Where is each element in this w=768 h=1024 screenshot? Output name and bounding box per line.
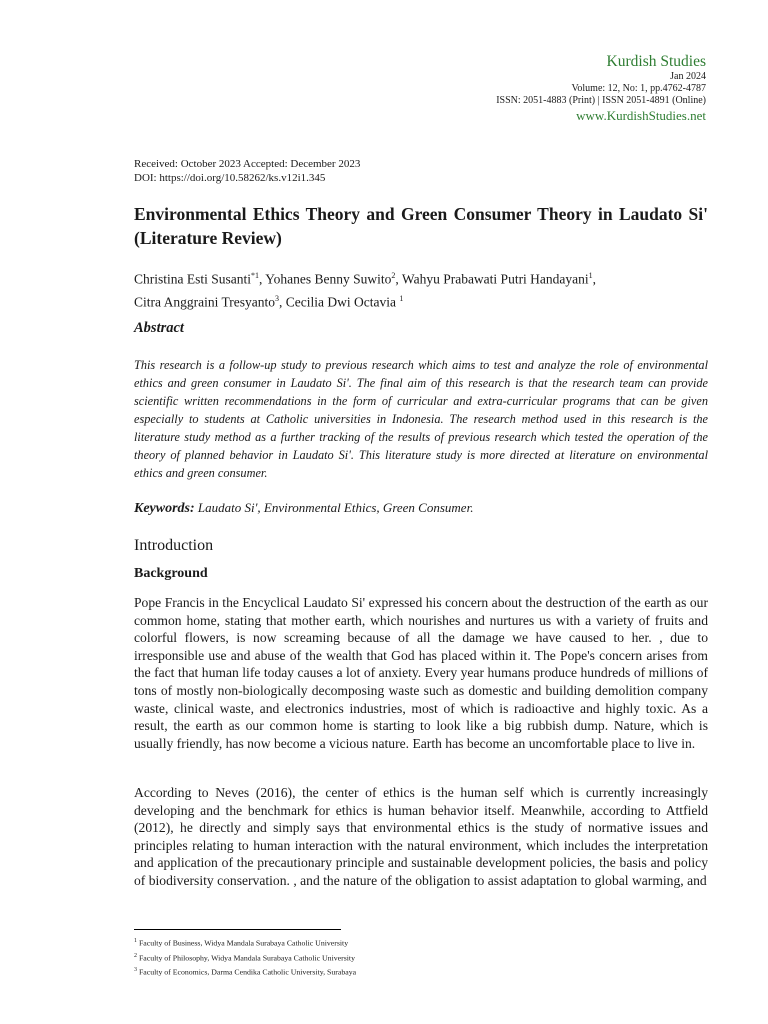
footnote-item xyxy=(134,964,356,979)
journal-date: Jan 2024 xyxy=(670,71,706,82)
journal-volume: Volume: 12, No: 1, pp.4762-4787 xyxy=(571,83,706,94)
footnote-text: Faculty of Economics, Darma Cendika Catholic University, Surabaya xyxy=(137,967,357,977)
paper-title: Environmental Ethics Theory and Green Consumer Theory in Laudato Si' (Literature Review) xyxy=(134,204,708,248)
author-name: Citra Anggraini Tresyanto xyxy=(134,294,275,309)
journal-header xyxy=(496,52,706,124)
body-paragraph: Pope Francis in the Encyclical Laudato Si' expressed his concern about the destruction of the earth as our common home, stating that mother earth, which nourishes and nurtures us with a variety of fruits and colorful flowers, is now screaming because of all the damage we have caused to her. , due to irresponsible use and abuse of the wealth that God has placed within it. The Pope's concern arises from the fact that human life today causes a lot of anxiety. Every year humans produce hundreds of millions of tons of mostly non-biologically decomposing waste such as domestic and building demolition company waste, clinical waste, and electronics industries, most of which is radioactive and highly toxic. As a result, the earth as our common home is starting to look like a big rubbish dump. Nature, which is usually friendly, has now become a vicious nature. Earth has become an uncomfortable place to live in. xyxy=(134,595,708,751)
received-dates: Received: October 2023 Accepted: December 2023 xyxy=(134,158,361,170)
subsection-heading-background: Background xyxy=(134,566,208,581)
doi-line[interactable]: DOI: https://doi.org/10.58262/ks.v12i1.345 xyxy=(134,172,326,184)
journal-issn: ISSN: 2051-4883 (Print) | ISSN 2051-4891 (Online) xyxy=(496,95,706,106)
footnote-item xyxy=(134,935,356,950)
author-list xyxy=(134,266,708,311)
journal-url-link[interactable]: www.KurdishStudies.net xyxy=(576,108,706,123)
footnote-marker: 3 xyxy=(134,967,137,974)
author-affiliation-marker: 3 xyxy=(275,293,279,303)
section-heading-introduction: Introduction xyxy=(134,537,214,554)
footnote-item xyxy=(134,950,356,965)
author-name: Cecilia Dwi Octavia xyxy=(285,294,400,309)
author-name: Yohanes Benny Suwito xyxy=(265,271,392,287)
author-affiliation-marker: *1 xyxy=(251,271,260,280)
article-meta xyxy=(134,157,360,185)
footnote-text: Faculty of Philosophy, Widya Mandala Surabaya Catholic University xyxy=(137,953,355,963)
author-separator: , xyxy=(395,271,402,287)
footnotes xyxy=(134,935,356,979)
keywords-label: Keywords: xyxy=(134,501,195,516)
footnote-text: Faculty of Business, Widya Mandala Surabaya Catholic University xyxy=(137,938,349,948)
author-separator: , xyxy=(592,271,597,287)
abstract-text: This research is a follow-up study to previous research which aims to test and analyze the role of environmental ethics and green consumer in Laudato Si'. The final aim of this research is that the research team can provide scientific written recommendations in the form of curricular and extra-curricular programs that can be given especially to students at Catholic universities in Indonesia. The research method used in this research is the literature study method as a further tracking of the results of previous research which tested the operation of the theory of planned behavior in Laudato Si'. This literature study is more directed at literature on environmental ethics and green consumer. xyxy=(134,358,708,480)
keywords-line xyxy=(134,500,708,517)
body-paragraph: According to Neves (2016), the center of ethics is the human self which is currently increasingly developing and the benchmark for ethics is human behavior itself. Meanwhile, according to Attfield (2012), he directly and simply says that environmental ethics is the study of normative issues and principles relating to human interaction with the natural environment, which includes the interpretation and application of the precautionary principle and sustainable development policies, the basis and policy of biodiversity conservation. , and the nature of the obligation to assist adaptation to global warming, and xyxy=(134,785,708,888)
author-affiliation-marker: 2 xyxy=(391,271,396,280)
author-separator: , xyxy=(259,271,266,287)
author-name: Christina Esti Susanti xyxy=(134,271,252,287)
author-separator: , xyxy=(279,294,286,309)
keywords-text: Laudato Si', Environmental Ethics, Green Consumer. xyxy=(194,500,474,515)
footnote-marker: 1 xyxy=(134,938,137,944)
author-affiliation-marker: 1 xyxy=(399,293,404,303)
footnote-marker: 2 xyxy=(134,952,137,959)
author-name: Wahyu Prabawati Putri Handayani xyxy=(401,271,589,287)
author-affiliation-marker: 1 xyxy=(588,271,593,280)
footnote-divider xyxy=(134,929,341,930)
journal-name: Kurdish Studies xyxy=(606,53,706,70)
abstract-heading: Abstract xyxy=(134,320,184,336)
